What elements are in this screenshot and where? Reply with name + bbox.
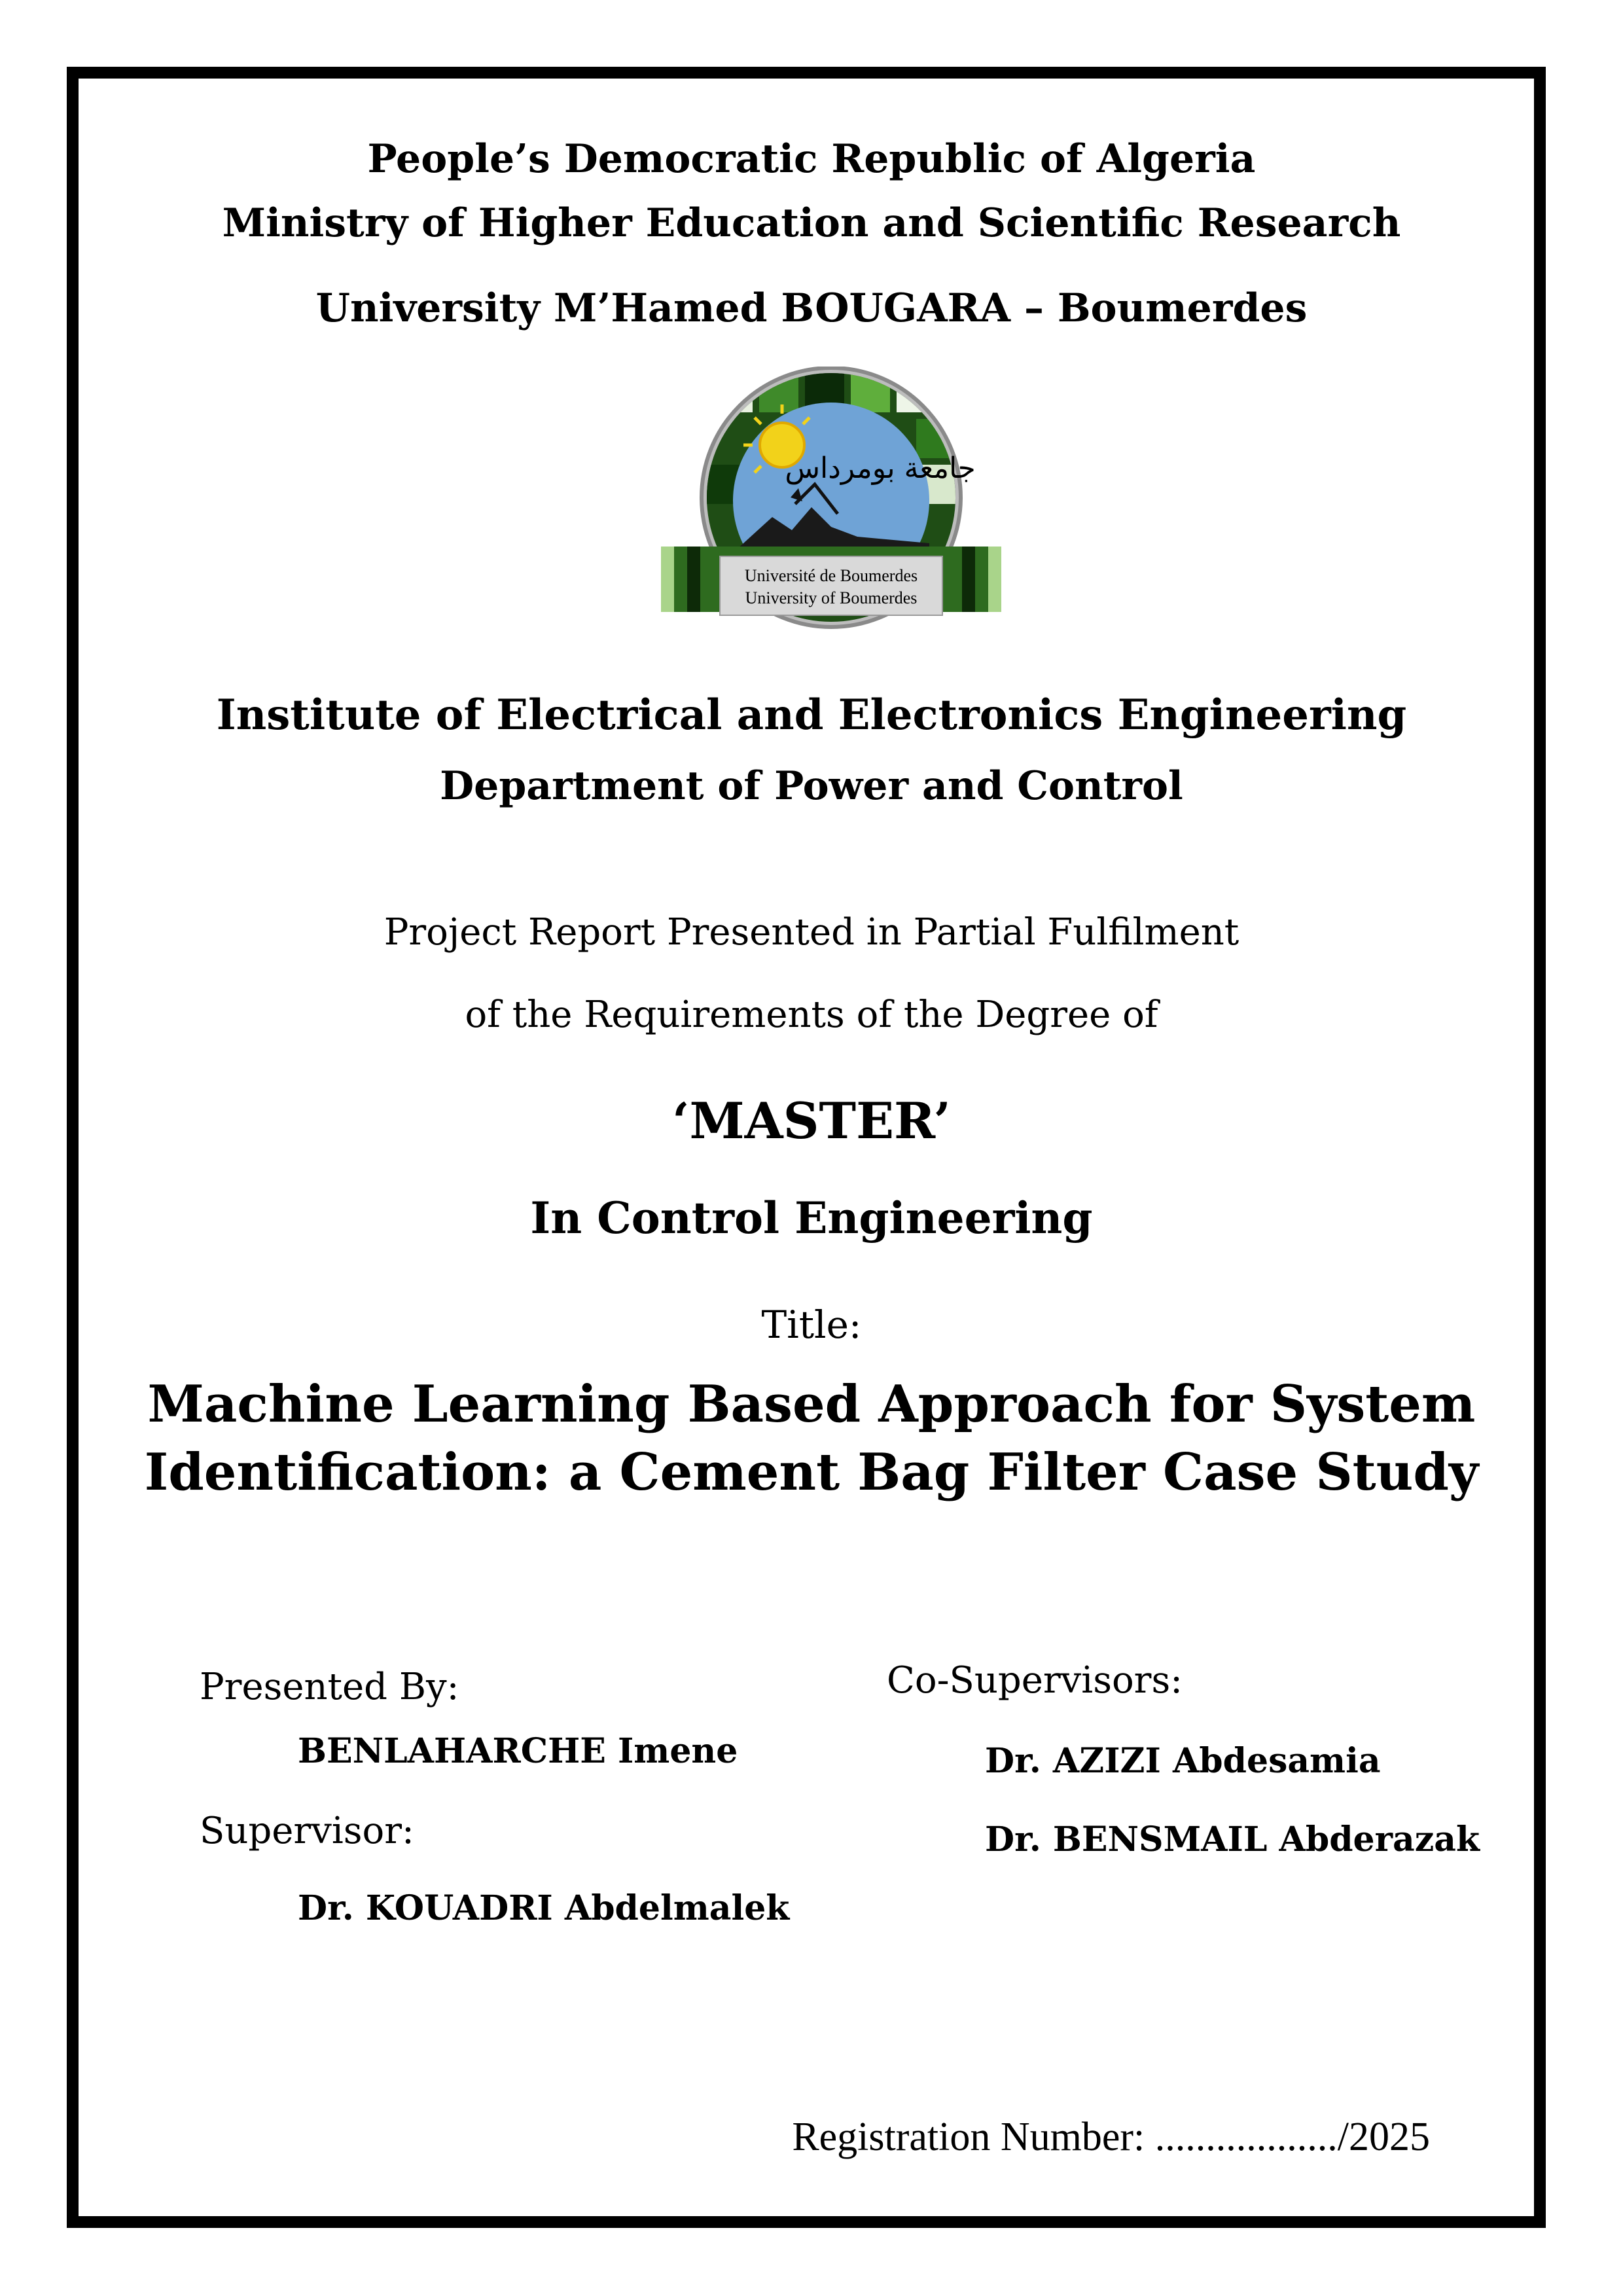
supervisor-label: Supervisor: bbox=[200, 1810, 414, 1852]
degree-name: ‘MASTER’ bbox=[672, 1092, 951, 1150]
title-label: Title: bbox=[761, 1302, 862, 1347]
logo-english-caption: University of Boumerdes bbox=[745, 588, 918, 607]
thesis-title-line-1: Machine Learning Based Approach for System bbox=[147, 1374, 1476, 1434]
university-logo bbox=[661, 367, 1001, 635]
thesis-title-line-2: Identification: a Cement Bag Filter Case Study bbox=[144, 1443, 1479, 1502]
cosupervisor-2-name: Dr. BENSMAIL Abderazak bbox=[985, 1820, 1480, 1859]
degree-specialty: In Control Engineering bbox=[530, 1193, 1093, 1244]
institute-name: Institute of Electrical and Electronics Engineering bbox=[216, 691, 1407, 740]
country-heading: People’s Democratic Republic of Algeria bbox=[367, 136, 1256, 182]
report-line-1: Project Report Presented in Partial Fulfilment bbox=[383, 911, 1240, 954]
logo-arabic-text: جامعة بومرداس bbox=[785, 452, 976, 485]
logo-french-caption: Université de Boumerdes bbox=[744, 566, 918, 585]
supervisor-name: Dr. KOUADRI Abdelmalek bbox=[298, 1888, 790, 1928]
registration-number: Registration Number: ................../2025 bbox=[792, 2115, 1430, 2159]
university-heading: University M’Hamed BOUGARA – Boumerdes bbox=[315, 285, 1308, 331]
department-name: Department of Power and Control bbox=[440, 763, 1183, 809]
cosupervisors-label: Co-Supervisors: bbox=[887, 1659, 1183, 1702]
ministry-heading: Ministry of Higher Education and Scientific Research bbox=[222, 200, 1401, 246]
student-name: BENLAHARCHE Imene bbox=[298, 1731, 738, 1771]
presented-by-label: Presented By: bbox=[200, 1666, 459, 1708]
cosupervisor-1-name: Dr. AZIZI Abdesamia bbox=[985, 1741, 1381, 1781]
report-line-2: of the Requirements of the Degree of bbox=[465, 994, 1158, 1036]
